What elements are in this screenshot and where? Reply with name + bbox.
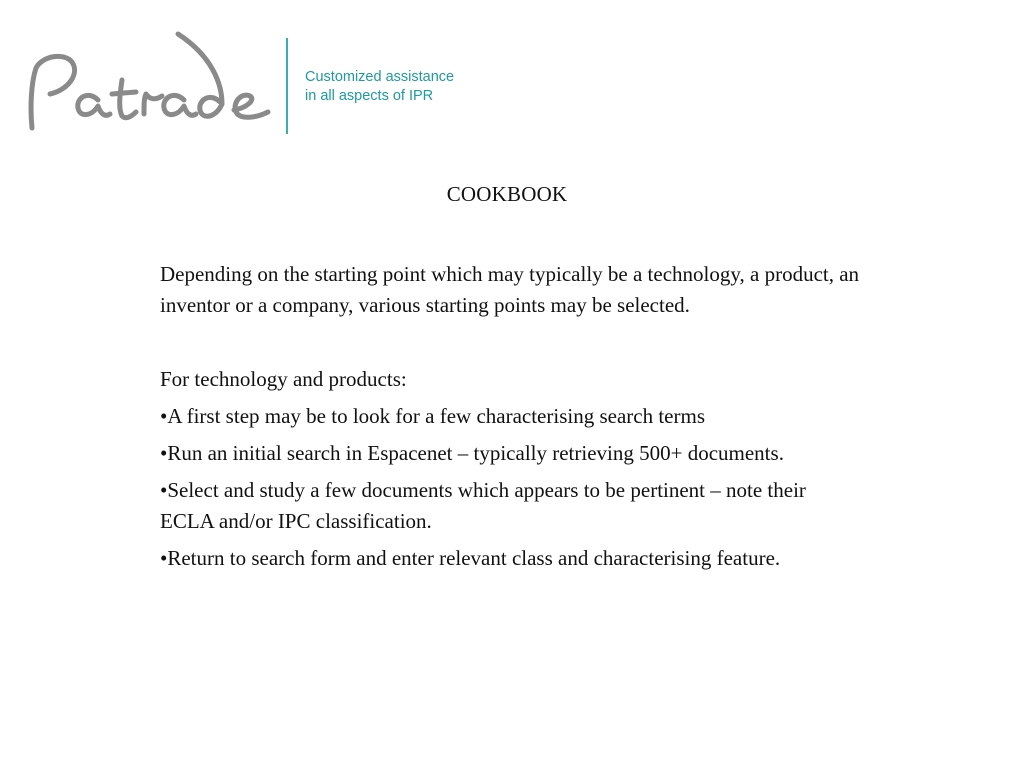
bullet-item: •Run an initial search in Espacenet – typically retrieving 500+ documents. (160, 441, 784, 465)
slide-title: COOKBOOK (446, 182, 568, 206)
bullet-item: •A first step may be to look for a few characterising search terms (160, 404, 705, 428)
patrade-logo (24, 28, 274, 138)
bullet-item: •Return to search form and enter relevant class and characterising feature. (160, 546, 781, 570)
slide-body (160, 259, 860, 580)
tagline (305, 68, 454, 106)
bullet-item: •Select and study a few documents which appears to be pertinent – note their ECLA and/or IPC classification. (160, 478, 806, 533)
tagline-line-1: Customized assistance (305, 69, 455, 85)
tagline-line-2: in all aspects of IPR (305, 88, 434, 104)
header-divider (286, 38, 288, 134)
lead-line: For technology and products: (160, 367, 407, 391)
patrade-logo-mark (24, 28, 274, 138)
intro-paragraph: Depending on the starting point which may typically be a technology, a product, an inventor or a company, various starting points may be selected. (160, 262, 860, 317)
